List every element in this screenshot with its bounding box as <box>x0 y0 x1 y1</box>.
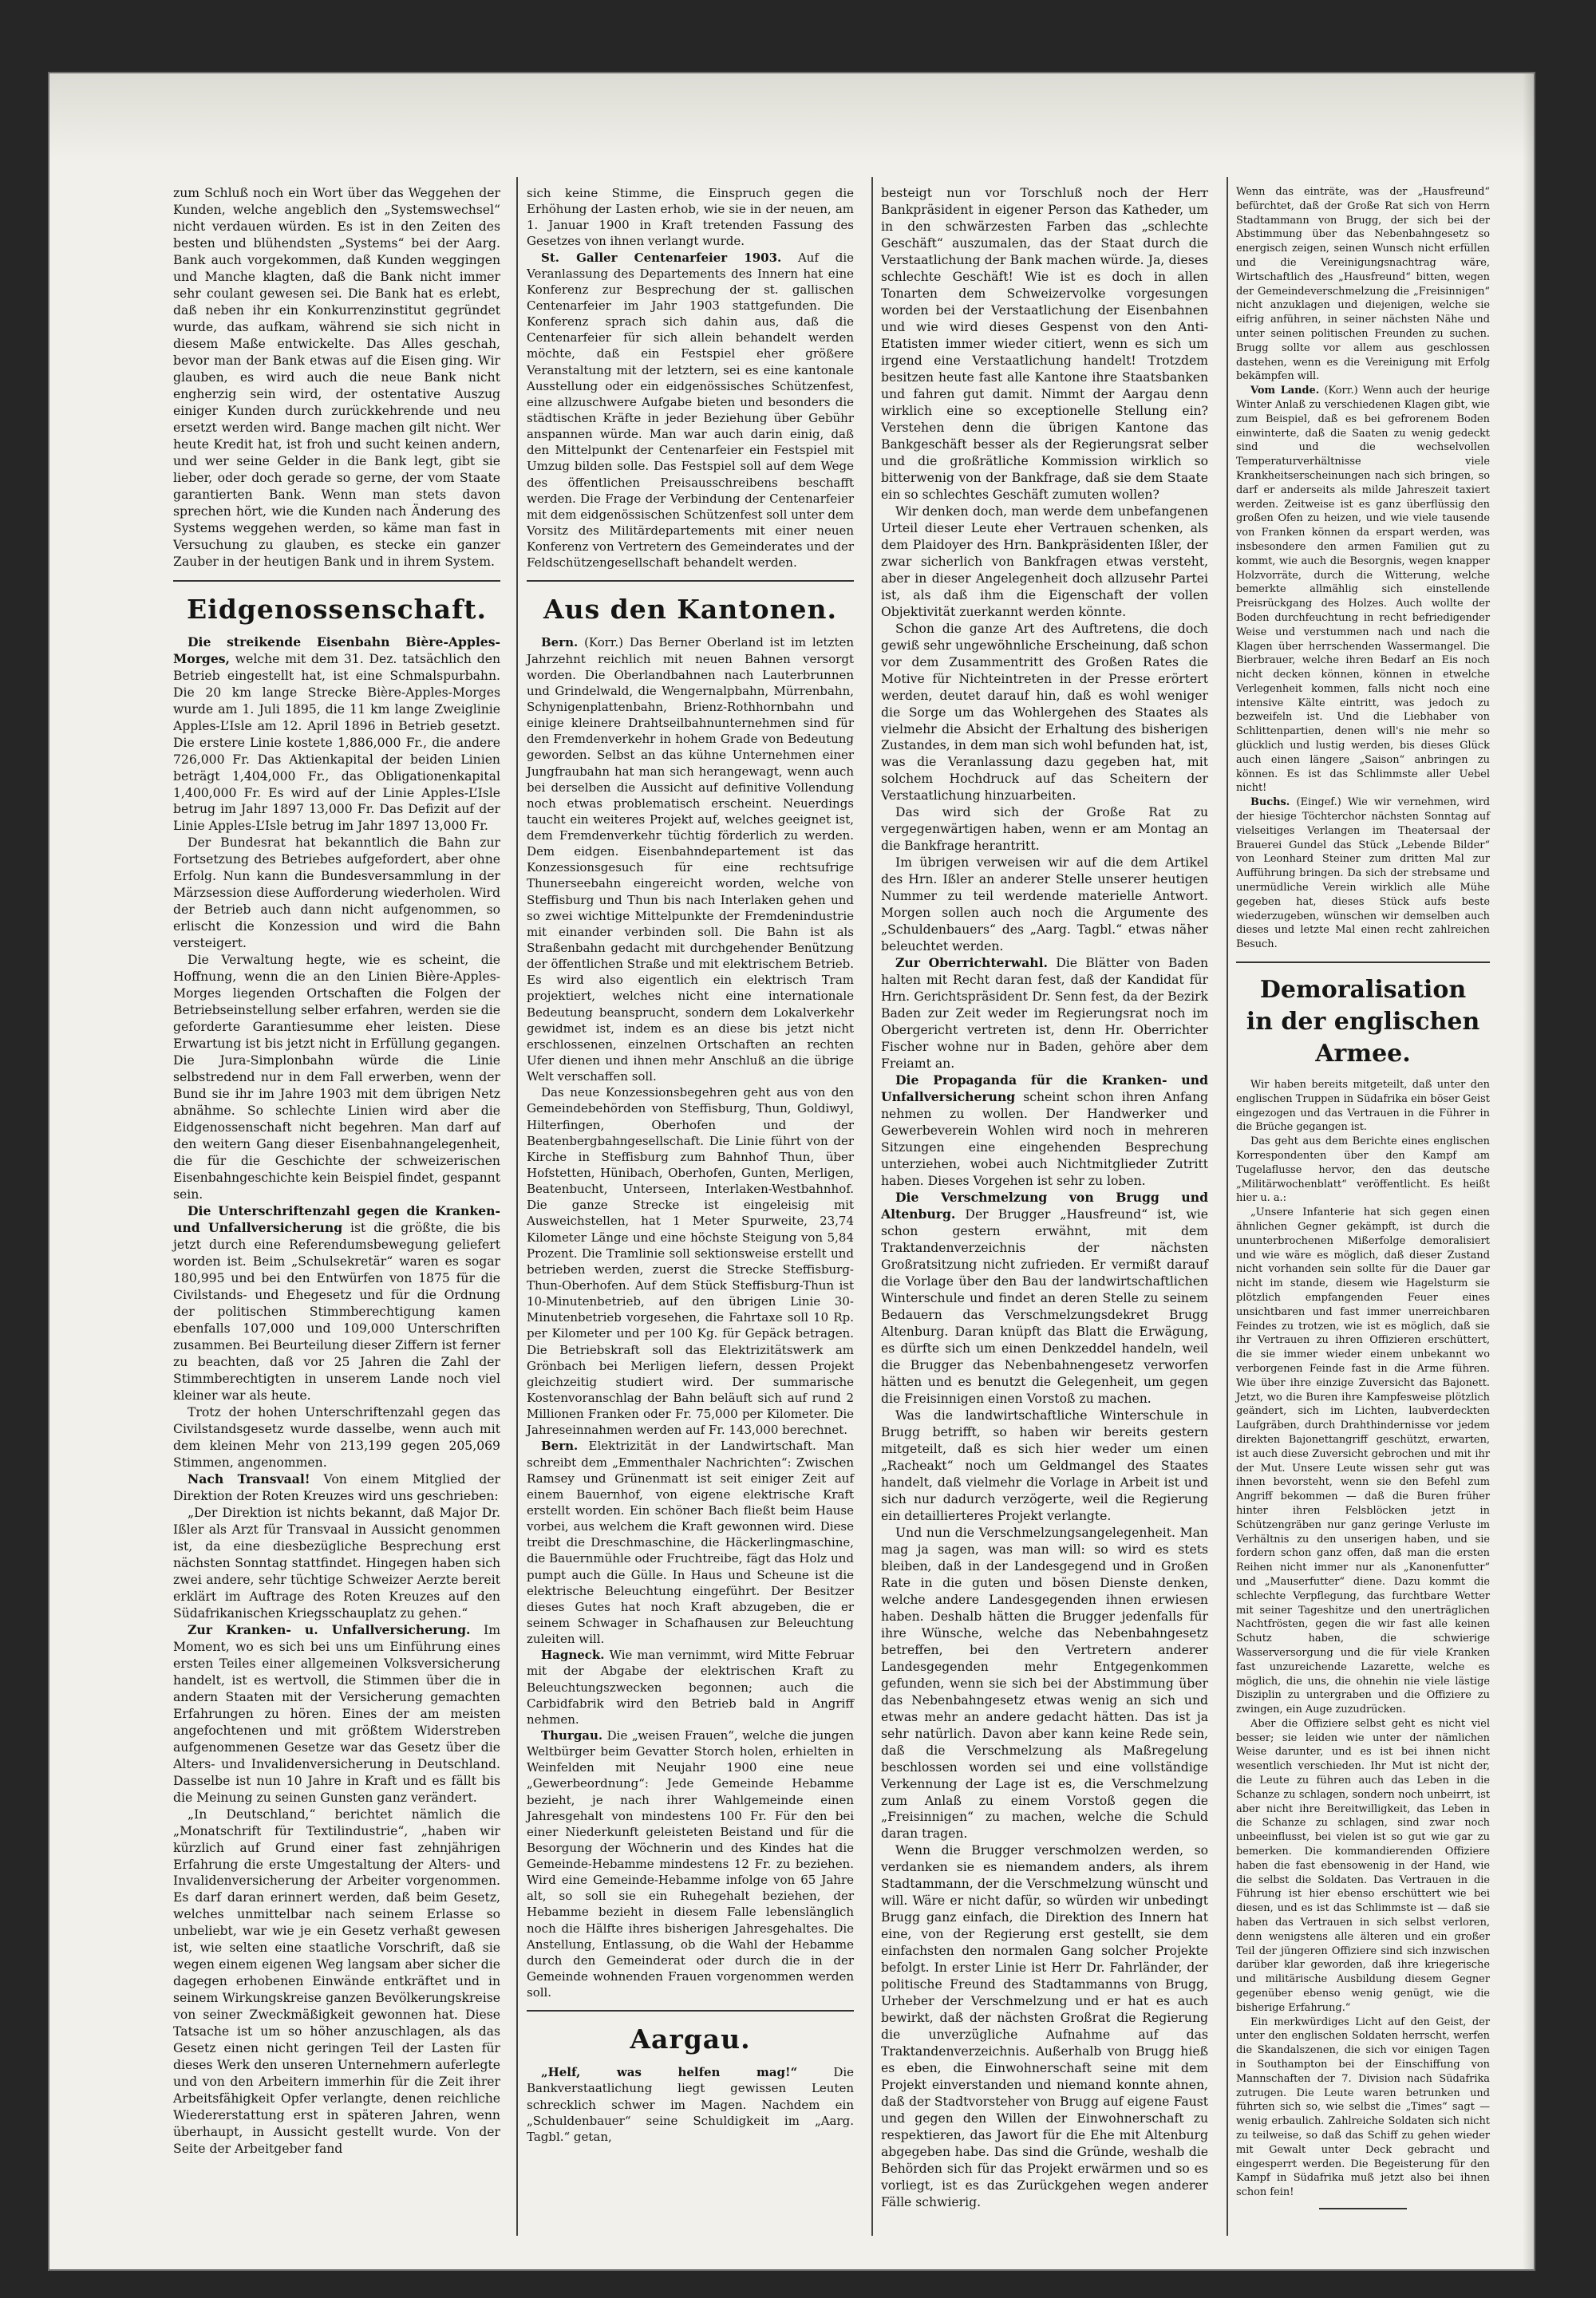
paragraph: „In Deutschland,“ berichtet nämlich die „Monatschrift für Textilindustrie“, „haben wir kürzlich auf Grund einer fast zehnjährigen Erfahrung die erste Umgestaltung der Alters- und Invalidenversicherung der Arbeiter vorgenommen. Es darf daran erinnert werden, daß beim Gesetz, welches unmittelbar nach seinem Erlasse so unbeliebt, war wie je ein Gesetz verhaßt gewesen ist, wie selten eine staatliche Vorschrift, daß sie wegen einem eigenen Weg langsam aber sicher die dagegen erhobenen Einwände entkräftet und in seinem Wirkungskreise ganzen Bevölkerungskreise von seiner Zweckmäßigkeit gewonnen hat. Diese Tatsache ist um so höher anzuschlagen, als das Gesetz einen nicht geringen Teil der Lasten für dieses Werk den unseren Unternehmern auferlegte und von den Arbeitern immerhin für die Zeit ihrer Arbeitsfähigkeit Opfer verlangte, denen reichliche Wiedererstattung erst in späteren Jahren, wenn überhaupt, in Aussicht gestellt wurde. Von der Seite der Arbeitgeber fand <box>173 1806 500 2157</box>
heading-eidgenossenschaft: Eidgenossenschaft. <box>187 593 487 625</box>
heading-aus-den-kantonen: Aus den Kantonen. <box>543 594 837 626</box>
newspaper-page <box>49 73 1534 2269</box>
article-verschmelzung: Die Verschmelzung von Brugg und Altenburg. Der Brugger „Hausfreund“ ist, wie schon gestern erwähnt, mit dem Traktandenverzeichnis der nächsten Großratsitzung nicht zufrieden. Er vermißt darauf die Vorlage über den Bau der landwirtschaftlichen Winterschule und findet an deren Stelle zu seinem Bedauern das Verschmelzungsdekret Brugg Altenburg. Daran knüpft das Blatt die Erwägung, es dürfte sich um einen Denkzeddel handeln, weil die Brugger das Nebenbahnengesetz verworfen hätten und es benutzt die Gelegenheit, um gegen die Freisinnigen einen Vorstoß zu machen. <box>881 1190 1208 1406</box>
paragraph: Schon die ganze Art des Auftretens, die doch gewiß sehr ungewöhnliche Erscheinung, daß schon vor dem Zusammentritt des Großen Rates die Motive für Nichteintreten in der Presse erörtert werden, deutet darauf hin, daß es wohl weniger die Sorge um das Wohlergehen des Staates als vielmehr die Absicht der Erhaltung des bisherigen Zustandes, in dem man sich wohl befunden hat, ist, was die Veranlassung dazu gegeben hat, mit solchem Hochdruck auf das Scheitern der Verstaatlichung hinzuarbeiten. <box>881 621 1208 804</box>
paragraph: Wenn das einträte, was der „Hausfreund“ befürchtet, daß der Große Rat sich von Herrn Stadtammann von Brugg, der sich bei der Abstimmung über das Nebenbahngesetz so energisch zeigen, seinen Wunsch nicht erfüllen und die Vereinigungsnachtrag wäre, Wirtschaftlich des „Hausfreund“ bitten, wegen der Gemeindeverschmelzung die „Freisinnigen“ nicht anzuklagen und diejenigen, welche sie eifrig anführen, in seiner nächsten Nähe und unter seinen politischen Freunden zu suchen. Brugg sollte vor allem aus geschlossen dastehen, wenn es die Vereinigung mit Erfolg bekämpfen will. <box>1236 186 1490 383</box>
article-bern-elektrizitaet: Bern. Elektrizität in der Landwirtschaft. Man schreibt dem „Emmenthaler Nachrichten“: Zwischen Ramsey und Grünenmatt ist seit einiger Zeit auf einem Bauernhof, von eigene elektrische Kraft erstellt worden. Ein schöner Bach fließt beim Hause vorbei, aus welchem die Kraft gewonnen wird. Diese treibt die Dreschmaschine, die Häckerlingmaschine, die Bauernmühle oder Fruchtreibe, fägt das Holz und pumpt auch die Gülle. In Haus und Scheune ist die elektrische Beleuchtung eingeführt. Der Besitzer dieses Gutes hat noch Kraft abzugeben, die er seinem Schwager in Schafhausen zur Beleuchtung zuleiten will. <box>527 1439 854 1647</box>
article-bern-bahn: Bern. (Korr.) Das Berner Oberland ist im letzten Jahrzehnt reichlich mit neuen Bahnen versorgt worden. Die Oberlandbahnen nach Lauterbrunnen und Grindelwald, die Wengernalpbahn, Mürrenbahn, Schynigenplattenbahn, Brienz-Rothhornbahn und einige kleinere Drahtseilbahnunternehmen sind für den Fremdenverkehr in hohem Grade von Bedeutung geworden. Selbst an das kühne Unternehmen einer Jungfraubahn hat man sich herangewagt, wenn auch bei derselben die Aussicht auf definitive Vollendung noch etwas problematisch erscheint. Neuerdings taucht ein weiteres Projekt auf, welches geeignet ist, dem Fremdenverkehr tüchtig förderlich zu werden. Dem eidgen. Eisenbahndepartement ist das Konzessionsgesuch für eine rechtsufrige Thunerseebahn eingereicht worden, welche von Steffisburg und Thun bis nach Interlaken gehen und so zwei wichtige Mittelpunkte der Fremdenindustrie mit einander verbinden soll. Die Bahn ist als Straßenbahn gedacht mit durchgehender Benützung der öffentlichen Straße und mit elektrischem Betrieb. Es wird also eigentlich ein elektrisch Tram projektiert, welches nicht eine internationale Bedeutung beansprucht, sondern dem Lokalverkehr gewidmet ist, indem es an diese bis jetzt nicht erschlossenen, einzelnen Ortschaften an rechten Ufer dienen und ihnen mehr Anschluß an die übrige Welt verschaffen soll. <box>527 635 854 1084</box>
heading-demoralisation: Demoralisation in der englischen Armee. <box>1246 976 1480 1068</box>
end-rule <box>1319 2208 1407 2209</box>
paragraph: Ein merkwürdiges Licht auf den Geist, der unter den englischen Soldaten herrscht, werfen die Skandalszenen, die sich vor einigen Tagen in Southampton bei der Einschiffung von Mannschaften der 7. Division nach Südafrika zutrugen. Die Leute waren betrunken und führten sich so, wie selbst die „Times“ sagt — wenig erbaulich. Zahlreiche Soldaten sich nicht zu teilweise, so daß das Schiff zu gehen wieder mit Gewalt unter Deck gebracht und eingesperrt werden. Die Begeisterung für den Kampf in Südafrika muß jetzt also bei ihnen schon fein! <box>1236 2016 1490 2199</box>
article-vom-lande: Vom Lande. (Korr.) Wenn auch der heurige Winter Anlaß zu verschiedenen Klagen gibt, wie zum Beispiel, daß es bei gefrorenem Boden einwinterte, daß die Saaten zu wenig gedeckt sind und die wechselvollen Temperaturverhältnisse viele Krankheitserscheinungen nach sich bringen, so darf er anderseits als milde Jahreszeit taxiert werden. Zeitweise ist es ganz überflüssig den großen Ofen zu heizen, und wie viele tausende von Franken können da erspart werden, was insbesondere den armen Familien gut zu kommt, wie auch die Besorgnis, wegen knapper Holzvorräte, durch die Witterung, welche bemerkte allmählig sich einstellende Preisrückgang des Holzes. Auch wollte der Boden durchfeuchtung in recht befriedigender Weise und verstummen nach und nach die Klagen über herrschenden Wassermangel. Die Bierbrauer, welche ihren Bedarf an Eis noch nicht decken können, können in etwelche Verlegenheit kommen, falls nicht noch eine intensive Kälte eintritt, was jedoch zu bezweifeln ist. Und die Liebhaber von Schlittenpartien, denen will's nie mehr so glücklich und lustig werden, bis dieses Glück auch einen längere „Saison“ anbringen zu können. Es ist das Schlimmste aller Uebel nicht! <box>1236 385 1490 795</box>
paragraph: Wir denken doch, man werde dem unbefangenen Urteil dieser Leute eher Vertrauen schenken, als dem Plaidoyer des Hrn. Bankpräsidenten Ißler, der zwar sicherlich von Bankfragen etwas versteht, aber in dieser Angelegenheit doch allzusehr Partei ist, als daß ihm die Eigenschaft der vollen Objektivität zuerkannt werden könnte. <box>881 503 1208 619</box>
column-rule <box>516 177 518 2236</box>
paragraph: Was die landwirtschaftliche Winterschule in Brugg betrifft, so haben wir bereits gestern mitgeteilt, daß es sich hier weder um einen „Racheakt“ noch um Geldmangel des Staates handelt, daß vielmehr die Vorlage in Arbeit ist und sich nur dadurch verzögerte, weil die Regierung ein detaillierteres Projekt verlangte. <box>881 1408 1208 1523</box>
paragraph: Wir haben bereits mitgeteilt, daß unter den englischen Truppen in Südafrika ein böser Geist eingezogen und das Vertrauen in die Führer in die Brüche gegangen ist. <box>1236 1079 1490 1134</box>
article-thurgau: Thurgau. Die „weisen Frauen“, welche die jungen Weltbürger beim Gevatter Storch holen, erhielten in Weinfelden mit Neujahr 1900 eine neue „Gewerbeordnung“: Jede Gemeinde Hebamme bezieht, je nach ihrer Wahlgemeinde einen Jahresgehalt von mindestens 100 Fr. Für den bei einer Niederkunft geleisteten Beistand und für die Besorgung der Wöchnerin und des Kindes hat die Gemeinde-Hebamme mindestens 12 Fr. zu beziehen. Wird eine Gemeinde-Hebamme infolge von 65 Jahre alt, so soll sie ein Ruhegehalt beziehen, der Hebamme bezieht in diesem Falle lebenslänglich noch die Hälfte ihres bisherigen Jahresgehaltes. Die Anstellung, Entlassung, ob die Wahl der Hebamme durch den Gemeinderat oder durch die in der Gemeinde wohnenden Frauen vorgenommen werden soll. <box>527 1727 854 2000</box>
page-edge-shadow <box>1523 73 1534 2269</box>
article-oberrichterwahl: Zur Oberrichterwahl. Die Blätter von Baden halten mit Recht daran fest, daß der Kandidat für Hrn. Gerichtspräsident Dr. Senn fest, da der Bezirk Baden zur Zeit weder im Regierungsrat noch im Obergericht vertreten ist, denn Hr. Oberrichter Fischer wohne nur in Baden, gehöre aber dem Freiamt an. <box>881 955 1208 1072</box>
column-4 <box>1236 185 1490 2217</box>
section-divider <box>527 580 854 582</box>
paragraph: Und nun die Verschmelzungsangelegenheit. Man mag ja sagen, was man will: so wird es stets bleiben, daß in der Landesgegend und in Großen Rate in die guten und bösen Dienste denken, welche andere Landesgegenden ihnen erwiesen haben. Deshalb hätten die Brugger jedenfalls für ihre Wünsche, welche das Nebenbahngesetz betreffen, bei den Vertretern anderer Landesgegenden mehr Entgegenkommen gefunden, wenn sie sich bei der Abstimmung über das Nebenbahngesetz etwas wenig an sich und etwas mehr an andere gedacht hätten. Das ist ja sehr natürlich. Davon aber kann keine Rede sein, daß die Verschmelzung als Maßregelung beschlossen worden sei und eine vollständige Verkennung der Lage ist es, die Verschmelzung zum Anlaß zu einem Vorstoß gegen die „Freisinnigen“ zu machen, welche die Schuld daran tragen. <box>881 1525 1208 1842</box>
article-hagneck: Hagneck. Wie man vernimmt, wird Mitte Februar mit der Abgabe der elektrischen Kraft zu Beleuchtungszwecken begonnen; auch die Carbidfabrik wird den Betrieb bald in Angriff nehmen. <box>527 1648 854 1727</box>
article-unterschriftenzahl: Die Unterschriftenzahl gegen die Kranken- und Unfallversicherung ist die größte, die bis jetzt durch eine Referendumsbewegung geliefert worden ist. Beim „Schulsekretär“ waren es sogar 180,995 und bei den Entwürfen von 1875 für die Civilstands- und Ehegesetz und für die Ordnung der politischen Stimmberechtigung kamen ebenfalls 107,000 und 109,000 Unterschriften zusammen. Bei Beurteilung dieser Ziffern ist ferner zu beachten, daß vor 25 Jahren die Zahl der Stimmberechtigten in unserem Lande noch viel kleiner war als heute. <box>173 1203 500 1403</box>
column-rule <box>1227 177 1228 2236</box>
column-3 <box>881 185 1208 2211</box>
paragraph: „Unsere Infanterie hat sich gegen einen ähnlichen Gegner gekämpft, ist durch die ununterbrochenen Mißerfolge demoralisiert und wie wäre es möglich, daß dieser Zustand nicht vorhanden sein sollte für die Dauer gar nicht im stande, diesem wie Hagelsturm sie plötzlich empfangenden Feuer eines unsichtbaren und fast immer unerreichbaren Feindes zu trotzen, wie ist es möglich, daß sie ihr Vertrauen zu ihren Offizieren erschüttert, die sie immer wieder einem unbekannt wo verborgenen Feinde fast in die Arme führen. Wie über ihre einzige Zuversicht das Bajonett. Jetzt, wo die Buren ihre Kampfesweise plötzlich geändert, sich im Lichten, laubverdeckten Laufgräben, durch Drahthindernisse vor jedem direkten Bajonettangriff geschützt, erwarten, ist auch diese Zuversicht gebrochen und mit ihr der Mut. Unsere Leute wissen sehr gut was ihnen bevorsteht, wenn sie den Befehl zum Angriff bekommen — daß die Buren früher hinter ihren Felsblöcken jetzt in Schützengräben nur ganz geringe Verluste im Verhältnis zu den unserigen haben, und sie fordern schon ganz offen, daß man die ersten Reihen nicht immer nur als „Kanonenfutter“ und „Mauserfutter“ diene. Dazu kommt die schlechte Verpflegung, das furchtbare Wetter mit seiner Tageshitze und den unerträglichen Nachtfrösten, gegen die wir fast alle keinen Schutz haben, die schwierige Wasserversorgung und die für viele Kranken fast unzureichende Lazarette, welche es möglich, die uns, die ohnehin nie viele lästige Disziplin zu untergraben und die Offiziere zu zwingen, ein Auge zuzudrücken. <box>1236 1206 1490 1716</box>
paragraph: Das neue Konzessionsbegehren geht aus von den Gemeindebehörden von Steffisburg, Thun, Goldiwyl, Hilterfingen, Oberhofen und der Beatenbergbahngesellschaft. Die Linie führt von der Kirche in Steffisburg zum Bahnhof Thun, über Hofstetten, Hünibach, Oberhofen, Gunten, Merligen, Beatenbucht, Unterseen, Interlaken-Westbahnhof. Die ganze Strecke ist eingeleisig mit Ausweichstellen, hat 1 Meter Spurweite, 23,74 Kilometer Länge und eine höchste Steigung von 5,84 Prozent. Die Tramlinie soll sektionsweise erstellt und betrieben werden, zuerst die Strecke Steffisburg-Thun-Oberhofen. Auf dem Stück Steffisburg-Thun ist 10-Minutenbetrieb, auf den übrigen Linie 30-Minutenbetrieb vorgesehen, die Fahrtaxe soll 10 Rp. per Kilometer und per 100 Kg. für Gepäck betragen. Die Betriebskraft soll das Elektrizitätswerk am Grönbach bei Merligen liefern, dessen Projekt gleichzeitig studiert wird. Der summarische Kostenvoranschlag der Bahn beläuft sich auf rund 2 Millionen Franken oder Fr. 75,000 per Kilometer. Die Jahreseinnahmen werden auf Fr. 143,000 berechnet. <box>527 1085 854 1438</box>
paragraph: Die Verwaltung hegte, wie es scheint, die Hoffnung, wenn die an den Linien Bière-Apples-Morges liegenden Ortschaften die Folgen der Betriebseinstellung selber erfahren, werden sie die geforderte Garantiesumme eher leisten. Diese Erwartung ist bis jetzt nicht in Erfüllung gegangen. Die Jura-Simplonbahn würde die Linie selbstredend nur in dem Fall erwerben, wenn der Bund sie ihr im Jahre 1903 mit dem übrigen Netz abnähme. So schlechte Linien wird aber die Eidgenossenschaft nicht begehren. Man darf auf den weitern Gang dieser Eisenbahnangelegenheit, die für die Geschichte der schweizerischen Eisenbahngeschichte kein Beispiel findet, gespannt sein. <box>173 953 500 1202</box>
paragraph: Im übrigen verweisen wir auf die dem Artikel des Hrn. Ißler an anderer Stelle unserer heutigen Nummer zu teil werdende materielle Antwort. Morgen sollen auch noch die Argumente des „Schuldenbauers“ des „Aarg. Tagbl.“ etwas näher beleuchtet werden. <box>881 855 1208 954</box>
paragraph: Der Bundesrat hat bekanntlich die Bahn zur Fortsetzung des Betriebes aufgefordert, aber ohne Erfolg. Nun kann die Bundesversammlung in der Märzsession diese Aufforderung wiederholen. Wird der Betrieb auch dann nicht aufgenommen, so erlischt die Konzession und wird die Bahn versteigert. <box>173 835 500 951</box>
article-propaganda: Die Propaganda für die Kranken- und Unfallversicherung scheint schon ihren Anfang nehmen zu wollen. Der Handwerker und Gewerbeverein Wohlen wird noch in mehreren Sitzungen eine eingehenden Besprechung unterziehen, wobei auch Nichtmitglieder Zutritt haben. Dieses Vorgehen ist sehr zu loben. <box>881 1072 1208 1189</box>
article-krankenversicherung: Zur Kranken- u. Unfallversicherung. Im Moment, wo es sich bei uns um Einführung eines ersten Teiles einer allgemeinen Volksversicherung handelt, ist es wertvoll, die Stimmen über die in andern Staaten mit der Versicherung gemachten Erfahrungen zu hören. Eines der am meisten angefochtenen und mit größtem Widerstreben aufgenommenen Gesetze war das Gesetz über die Alters- und Invalidenversicherung in Deutschland. Dasselbe ist nun 10 Jahre in Kraft und es fällt bis die Meinung zu seinen Gunsten ganz verändert. <box>173 1621 500 1805</box>
column-rule <box>871 177 873 2236</box>
page-scan-shadow <box>49 73 1534 161</box>
article-buchs: Buchs. (Eingef.) Wie wir vernehmen, wird der hiesige Töchterchor nächsten Sonntag auf vielseitiges Verlangen im Theatersaal der Brauerei Gundel das Stück „Lebende Bilder“ von Leonhard Steiner zum dritten Mal zur Aufführung bringen. Da sich der strebsame und unermüdliche Verein wirklich alle Mühe gegeben hat, dieses Stück aufs beste wiederzugeben, wünschen wir demselben auch dieses und letzte Mal einen recht zahlreichen Besuch. <box>1236 796 1490 951</box>
column-2 <box>527 185 854 2145</box>
section-divider <box>173 580 500 582</box>
article-helf: „Helf, was helfen mag!“ Die Bankverstaatlichung liegt gewissen Leuten schrecklich schwer im Magen. Nachdem ein „Schuldenbauer“ seine Schuldigkeit im „Aarg. Tagbl.“ getan, <box>527 2065 855 2144</box>
article-centenarfeier: St. Galler Centenarfeier 1903. Auf die Veranlassung des Departements des Innern hat eine Konferenz zur Besprechung der st. gallischen Centenarfeier im Jahr 1903 stattgefunden. Die Konferenz sprach sich dahin aus, daß die Centenarfeier für sich allein behandelt werden möchte, daß ein Festspiel eher größere Veranstaltung mit der letztern, sei es eine kantonale Ausstellung oder ein eidgenössisches Schützenfest, eine allzuschwere Aufgabe bieten und besonders die städtischen Kräfte in jeder Beziehung über Gebühr anspannen würde. Man war auch darin einig, daß den Mittelpunkt der Centenarfeier ein Festspiel mit Umzug bilden solle. Das Festspiel soll auf dem Wege des öffentlichen Preisausschreibens beschafft werden. Die Frage der Verbindung der Centenarfeier mit dem eidgenössischen Schützenfest soll unter dem Vorsitz des Militärdepartements mit einer neuen Konferenz von Vertretern des Gemeinderates und der Feldschützengesellschaft behandelt werden. <box>527 250 855 571</box>
article-transvaal: Nach Transvaal! Von einem Mitglied der Direktion der Roten Kreuzes wird uns geschrieben: <box>173 1471 500 1503</box>
paragraph: „Der Direktion ist nichts bekannt, daß Major Dr. Ißler als Arzt für Transvaal in Aussicht genommen ist, da eine diesbezügliche Besprechung erst nächsten Sonntag stattfindet. Hingegen haben sich zwei andere, sehr tüchtige Schweizer Aerzte bereit erklärt im Auftrage des Roten Kreuzes auf den Südafrikanischen Kriegsschauplatz zu gehen.“ <box>173 1505 500 1621</box>
paragraph: Wenn die Brugger verschmolzen werden, so verdanken sie es niemandem anders, als ihrem Stadtammann, der die Verschmelzung wünscht und will. Wäre er nicht dafür, so würden wir unbedingt Brugg ganz einfach, die Direktion des Innern hat eine, von der Regierung erst gestellt, sie dem einfachsten den normalen Gang solcher Projekte befolgt. In erster Linie ist Herr Dr. Fahrländer, der politische Freund des Stadtammanns von Brugg, Urheber der Verschmelzung und er hat es auch bewirkt, daß der nächsten Großrat die Regierung die unverzügliche Aufnahme auf das Traktandenverzeichnis. Außerhalb von Brugg hieß es eben, die Einwohnerschaft seine mit dem Projekt einverstanden und niemand konnte ahnen, daß der Stadtvorsteher von Brugg auf eigene Faust und gegen den Willen der Einwohnerschaft zu respektieren, das Jawort für die Ehe mit Altenburg abgegeben habe. Das sind die Gründe, weshalb die Behörden sich für das Projekt erwärmen und so es vorliegt, ist es das Zurückgehen wegen anderer Fälle schwierig. <box>881 1843 1208 2210</box>
section-divider <box>527 2010 854 2012</box>
heading-aargau: Aargau. <box>630 2024 751 2055</box>
paragraph: besteigt nun vor Torschluß noch der Herr Bankpräsident in eigener Person das Katheder, um in den schwärzesten Farben das „schlechte Geschäft“ auszumalen, das der Staat durch die Verstaatlichung der Bank machen würde. Ja, dieses schlechte Geschäft! Wie ist es doch in allen Tonarten dem Schweizervolke vorgesungen worden bei der Verstaatlichung der Eisenbahnen und wie wird dieses Gespenst von den Anti-Etatisten immer wieder citiert, wenn es sich um irgend eine Verstaatlichung handelt! Trotzdem besitzen heute fast alle Kantone ihre Staatsbanken und fahren gut damit. Nimmt der Aargau denn wirklich eine so exceptionelle Stellung ein? Verstehen denn die übrigen Kantone das Bankgeschäft besser als der Regierungsrat selber und die großrätliche Kommission wirklich so bitterwenig von der Bankfrage, daß sie dem Staate ein so schlechtes Geschäft zumuten wollen? <box>881 186 1208 502</box>
paragraph: sich keine Stimme, die Einspruch gegen die Erhöhung der Lasten erhob, wie sie in der neuen, am 1. Januar 1900 in Kraft tretenden Fassung des Gesetzes von ihnen verlangt wurde. <box>527 186 854 249</box>
section-divider <box>1236 961 1490 963</box>
column-1 <box>173 185 500 2158</box>
paragraph: Trotz der hohen Unterschriftenzahl gegen das Civilstandsgesetz wurde dasselbe, wenn auch mit dem kleinen Mehr von 213,199 gegen 205,069 Stimmen, angenommen. <box>173 1404 500 1470</box>
paragraph: Das geht aus dem Berichte eines englischen Korrespondenten über den Kampf am Tugelaflusse hervor, den das deutsche „Militärwochenblatt“ veröffentlicht. Es heißt hier u. a.: <box>1236 1135 1490 1205</box>
bank-article-end: zum Schluß noch ein Wort über das Weggehen der Kunden, welche angeblich den „Systemswechsel“ nicht verdauen würden. Es ist in den Zeiten des besten und blühendsten „Systems“ bei der Aarg. Bank auch vorgekommen, daß Kunden weggingen und Manche klagten, daß die Bank nicht immer sehr coulant gewesen sei. Die Bank hat es erlebt, daß neben ihr ein Konkurrenzinstitut gegründet wurde, das aufkam, während sie sich nicht in diesem Maße entwickelte. Das Alles geschah, bevor man der Bank etwas auf die Eisen ging. Wir glauben, es wird auch die neue Bank nicht engherzig sein wird, der ostentative Auszug einiger Kunden durch zurückkehrende und neu ersetzt werden wird. Bange machen gilt nicht. Wer heute Kredit hat, ist froh und sucht keinen andern, und wer seine Gelder in die Bank legt, gibt sie lieber, oder doch gerade so gerne, der vom Staate garantierten Bank. Wenn man stets davon sprechen hört, wie die Kunden nach Änderung des Systems weggehen werden, so käme man fast in Versuchung zu glauben, es stecke ein ganzer Zauber in der heutigen Bank und in ihrem System. <box>173 186 500 569</box>
paragraph: Aber die Offiziere selbst geht es nicht viel besser; sie leiden wie unter der nämlichen Weise darunter, und es ist bei ihnen nicht wesentlich verschieden. Ihr Mut ist nicht der, die Leute zu führen auch das Leben in die Schanze zu schlagen, sondern noch unbeirrt, ist aber nicht ihre Bereitwilligkeit, das Leben in die Schanze zu schlagen, sind zwar noch unbeeinflusst, bei vielen ist so gut wie gar zu bemerken. Die kommandierenden Offiziere haben die fast ebensowenig in der Hand, wie die selbst die Soldaten. Das Vertrauen in die Führung ist hier ebenso erschüttert wie bei diesen, und es ist das Schlimmste ist — daß sie haben das Vertrauen in sich selbst verloren, denn wenigstens alle älteren und ein großer Teil der jüngeren Offiziere sind sich inzwischen darüber klar geworden, daß ihre kriegerische und militärische Ausbildung diesem Gegner gegenüber ebenso wenig genügt, wie die bisherige Erfahrung.“ <box>1236 1717 1490 2014</box>
paragraph: Das wird sich der Große Rat zu vergegenwärtigen haben, wenn er am Montag an die Bankfrage herantritt. <box>881 805 1208 854</box>
article-streikende-bahn: Die streikende Eisenbahn Bière-Apples-Morges, welche mit dem 31. Dez. tatsächlich den Betrieb eingestellt hat, ist eine Schmalspurbahn. Die 20 km lange Strecke Bière-Apples-Morges wurde am 1. Juli 1895, die 11 km lange Zweiglinie Apples-L’Isle am 12. April 1896 in Betrieb gesetzt. Die erstere Linie kostete 1,886,000 Fr., die andere 726,000 Fr. Das Aktienkapital der beiden Linien beträgt 1,404,000 Fr., das Obligationenkapital 1,400,000 Fr. Es wird auf der Linie Apples-L’Isle betrug im Jahr 1897 13,000 Fr. Das Defizit auf der Linie Apples-L’Isle betrug im Jahr 1897 13,000 Fr. <box>173 634 500 834</box>
